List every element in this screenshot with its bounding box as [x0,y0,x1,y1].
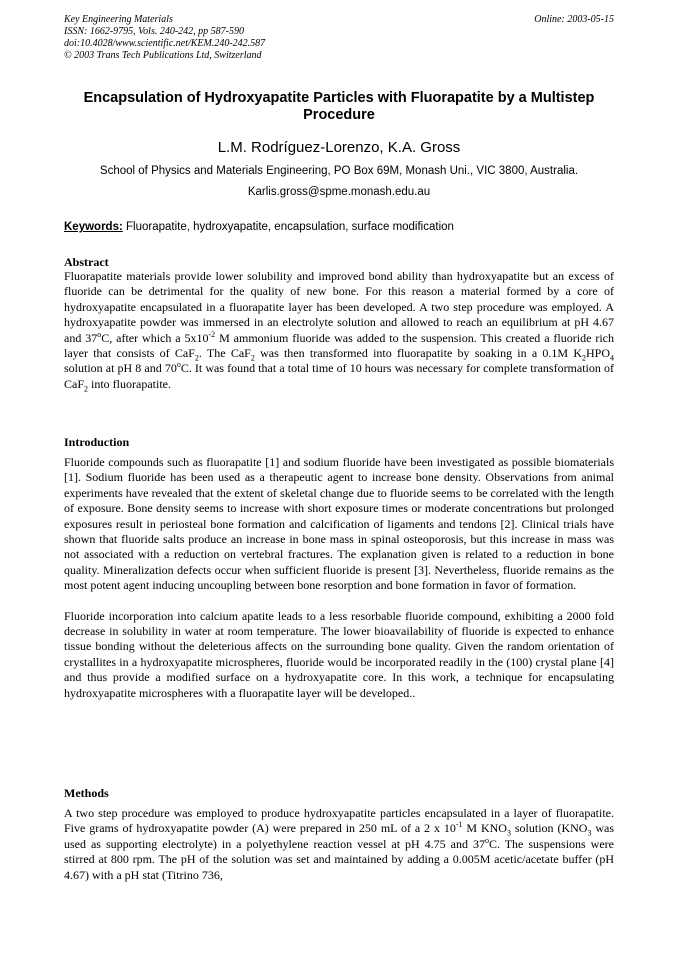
author-list: L.M. Rodríguez-Lorenzo, K.A. Gross [217,139,461,156]
online-date: Online: 2003-05-15 [534,14,614,25]
keywords-label: Keywords: [64,221,123,233]
copyright-line: © 2003 Trans Tech Publications Ltd, Switzerland [64,50,262,61]
abstract-text: Fluorapatite materials provide lower solubility and improved bond ability than hydroxyapatite but an excess of fluoride can be detrimental for the quality of new bone. For this reason a material formed by a core of hydroxyapatite encapsulated in a fluorapatite layer has been developed. A two step procedure was employed. A hydroxyapatite powder was immersed in an electrolyte solution and allowed to reach an equilibrium at pH 4.67 and 37$^o$C, after which a $5x10^{-2}$ M ammonium fluoride was added to the suspension. This created a fluoride rich layer that consists of CaF$_2$. The CaF$_2$ was then transformed into fluorapatite by soaking in a 0.1M $K_2HPO_4$ solution at pH 8 and 70$^o$C. It was found that a total time of 10 hours was necessary for complete transformation of CaF$_2$ into fluorapatite. [64,269,615,394]
introduction-paragraph-2: Fluoride incorporation into calcium apatite leads to a less resorbable fluoride compound, exhibiting a 2000 fold decrease in solubility in water at room temperature. The lower bioavailability of fluoride is expected to enhance tissue bonding without the deleterious affects on the surrounding bone quality. Given the random orientation of crystallites in a hydroxyapatite microspheres, fluoride would be incorporated readily in the (100) crystal plane [4] and thus provide a modified surface on a hydroxyapatite core. In this work, a technique for encapsulating hydroxyapatite microspheres with a fluorapatite layer will be developed.. [64,608,614,700]
methods-paragraph: A two step procedure was employed to produce hydroxyapatite particles encapsulated in a layer of fluorapatite. Five grams of hydroxyapatite powder (A) were prepared in 250 mL of a 2 x $10^{-1}$ M $KNO_3$ solution ($KNO_3$ was used as supporting electrolyte) in a polyethylene reaction vessel at pH 4.75 and 37$^o$C. The suspensions were stirred at 800 rpm. The pH of the solution was set and maintained by adding a 0.005M acetic/acetate buffer (pH 4.67) with a pH stat (Titrino 736, [64,806,614,882]
journal-header [64,14,265,62]
methods-heading: Methods [64,786,109,800]
journal-name: Key Engineering Materials [64,14,173,25]
methods-section [64,786,614,883]
introduction-section [64,435,614,701]
issn-line: ISSN: 1662-9795, Vols. 240-242, pp 587-590 [64,26,244,37]
introduction-heading: Introduction [64,435,130,449]
affiliation: School of Physics and Materials Engineering, PO Box 69M, Monash Uni., VIC 3800, Australia. [99,165,579,177]
doi-line: doi:10.4028/www.scientific.net/KEM.240-242.587 [64,38,266,49]
introduction-paragraph-1: Fluoride compounds such as fluorapatite [1] and sodium fluoride have been investigated as possible biomaterials [1]. Sodium fluoride has been used as a therapeutic agent to increase bone density. Observations from animal experiments have revealed that the extent of skeletal change due to fluoride seems to be correlated with the length of exposure. Bone density seems to increase with short exposure times or moderate concentrations but prolonged exposures result in periosteal bone formation and calcification of ligaments and tendons [2]. Clinical trials have shown that fluoride salts produce an increase in bone mass in spinal osteoporosis, but this increase in mass was not associated with a reduction on vertebral fractures. The explanation given is related to a reduction in bone quality. Mineralization defects occur when sufficient fluoride is present [3]. Nevertheless, fluoride remains as the most potent agent inducing uncoupling between bone resorption and bone formation in favor of formation. [64,455,614,593]
author-email: Karlis.gross@spme.monash.edu.au [247,186,431,198]
abstract-heading: Abstract [64,255,109,269]
paper-title: Encapsulation of Hydroxyapatite Particles with Fluorapatite by a Multistep Procedure [83,90,595,123]
keywords [64,221,614,233]
abstract-section [64,255,614,392]
keywords-text: Fluorapatite, hydroxyapatite, encapsulation, surface modification [122,221,454,233]
